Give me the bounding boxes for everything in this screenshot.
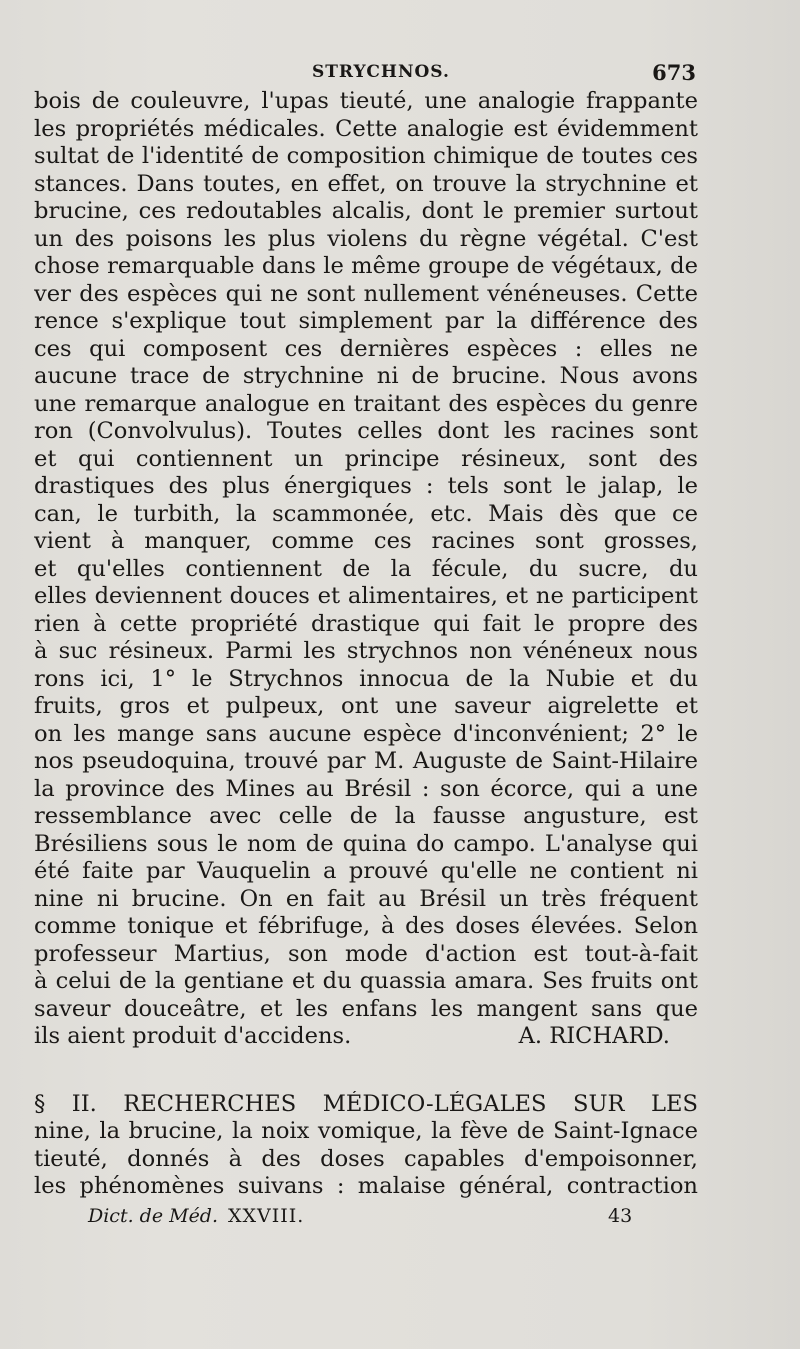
text-line: professeur Martius, son mode d'action est tout-à-fait (34, 940, 698, 967)
text-line: et qui contiennent un principe résineux, sont des (34, 445, 698, 472)
text-line: à suc résineux. Parmi les strychnos non vénéneux nous (34, 638, 698, 664)
text-line: elles deviennent douces et alimentaires, et ne participent (34, 583, 698, 609)
text-line: saveur douceâtre, et les enfans les mangent sans que (34, 995, 698, 1022)
text-line: bois de couleuvre, l'upas tieuté, une analogie frappante (34, 88, 698, 114)
closing-text: ils aient produit d'accidens. (34, 1023, 352, 1049)
text-line: on les mange sans aucune espèce d'inconvénient; 2° le (34, 720, 698, 747)
section-heading-line: § II. RECHERCHES MÉDICO-LÉGALES SUR LES (34, 1090, 698, 1117)
text-line: stances. Dans toutes, en effet, on trouve la strychnine et (34, 170, 698, 197)
text-line: les phénomènes suivans : malaise général, contraction (34, 1173, 698, 1199)
text-line: ces qui composent ces dernières espèces : elles ne (34, 335, 698, 362)
text-line: une remarque analogue en traitant des espèces du genre (34, 390, 698, 417)
text-line: ron (Convolvulus). Toutes celles dont les racines sont (34, 418, 698, 444)
text-line: aucune trace de strychnine ni de brucine. Nous avons (34, 363, 698, 389)
text-line: rien à cette propriété drastique qui fait le propre des (34, 610, 698, 637)
text-line: drastiques des plus énergiques : tels sont le jalap, le (34, 473, 698, 499)
page-footer (0, 1205, 800, 1233)
text-line: ver des espèces qui ne sont nullement vénéneuses. Cette (34, 280, 698, 307)
volume-number: XXVIII. (228, 1205, 305, 1227)
text-line: nine ni brucine. On en fait au Brésil un très fréquent (34, 885, 698, 912)
closing-line (34, 1023, 698, 1051)
text-line: can, le turbith, la scammonée, etc. Mais dès que ce (34, 500, 698, 527)
section-spacer (34, 1051, 698, 1091)
text-line: vient à manquer, comme ces racines sont grosses, (34, 528, 698, 554)
running-head: STRYCHNOS. (312, 62, 450, 82)
text-line: sultat de l'identité de composition chimique de toutes ces (34, 143, 698, 169)
text-line: nos pseudoquina, trouvé par M. Auguste de Saint-Hilaire (34, 748, 698, 774)
article-text (34, 88, 698, 1201)
text-line: fruits, gros et pulpeux, ont une saveur aigrelette et (34, 693, 698, 719)
text-line: été faite par Vauquelin a prouvé qu'elle ne contient ni (34, 858, 698, 884)
signature-reference: Dict. de Méd. (88, 1205, 219, 1227)
text-line: nine, la brucine, la noix vomique, la fève de Saint-Ignace (34, 1118, 698, 1144)
text-line: les propriétés médicales. Cette analogie est évidemment (34, 115, 698, 142)
text-line: rence s'explique tout simplement par la différence des (34, 308, 698, 334)
author-signature: A. RICHARD. (518, 1023, 670, 1049)
text-line: comme tonique et fébrifuge, à des doses élevées. Selon (34, 913, 698, 939)
text-line: la province des Mines au Brésil : son écorce, qui a une (34, 775, 698, 802)
page-header (0, 60, 800, 90)
text-line: chose remarquable dans le même groupe de végétaux, de (34, 253, 698, 279)
page-number: 673 (652, 60, 696, 85)
text-line: à celui de la gentiane et du quassia amara. Ses fruits ont (34, 968, 698, 994)
sheet-number: 43 (608, 1205, 633, 1227)
text-line: Brésiliens sous le nom de quina do campo. L'analyse qui (34, 830, 698, 857)
text-line: un des poisons les plus violens du règne végétal. C'est (34, 225, 698, 252)
text-line: brucine, ces redoutables alcalis, dont le premier surtout (34, 198, 698, 224)
text-line: tieuté, donnés à des doses capables d'empoisonner, (34, 1145, 698, 1172)
text-line: ressemblance avec celle de la fausse angusture, est (34, 803, 698, 829)
text-line: et qu'elles contiennent de la fécule, du sucre, du (34, 555, 698, 582)
text-line: rons ici, 1° le Strychnos innocua de la Nubie et du (34, 665, 698, 692)
